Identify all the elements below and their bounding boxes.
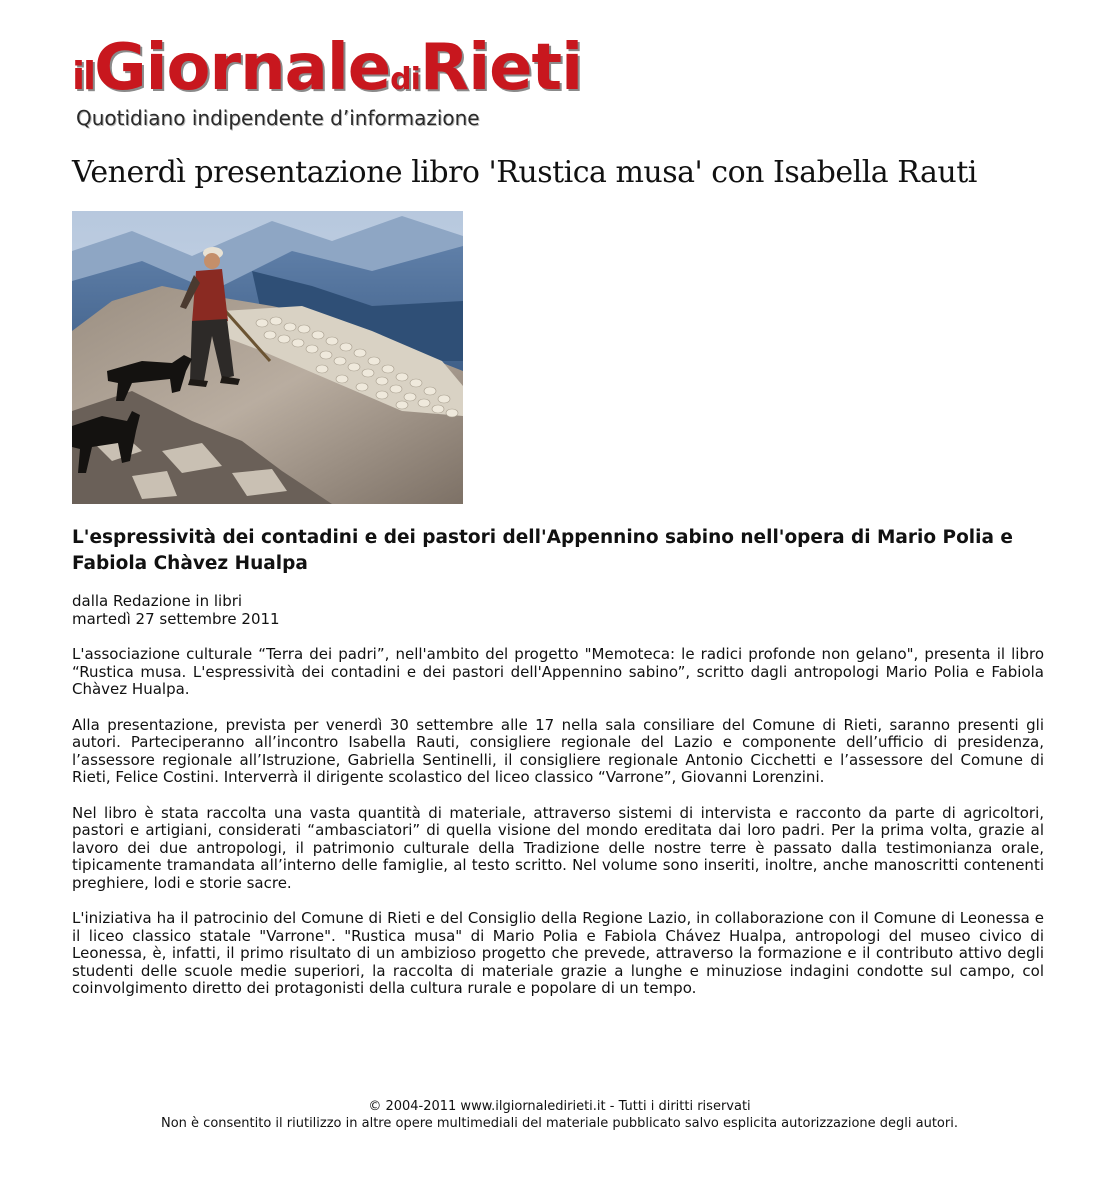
article-byline [72,592,280,628]
article-paragraph: L'associazione culturale “Terra dei padri”, nell'ambito del progetto "Memoteca: le radici profonde non gelano", presenta il libro “Rustica musa. L'espressività dei contadini e dei pastori dell'Appennino sabino”, scritto dagli antropologi Mario Polia e Fabiola Chàvez Hualpa. [72,645,1044,698]
article-headline: Venerdì presentazione libro 'Rustica musa' con Isabella Rauti [72,155,977,190]
logo-wordmark [72,31,583,105]
footer-copyright: © 2004-2011 www.ilgiornaledirieti.it - Tutti i diritti riservati [368,1099,751,1114]
logo-rieti: Rieti [419,31,583,105]
article-body [72,646,1044,1016]
logo-il: il [72,54,95,98]
masthead-logo [72,31,712,136]
article-paragraph: Nel libro è stata raccolta una vasta quantità di materiale, attraverso sistemi di intervista e racconto da parte di agricoltori, pastori e artigiani, considerati “ambasciatori” di quella visione del mondo ereditata dai loro padri. Per la prima volta, grazie al lavoro dei due antropologi, il patrimonio culturale della Tradizione delle nostre terre è passato dalla testimonianza orale, tipicamente tramandata all’interno delle famiglie, al testo scritto. Nel volume sono inseriti, inoltre, anche manoscritti contenenti preghiere, lodi e storie sacre. [72,803,1044,892]
byline-date: martedì 27 settembre 2011 [72,610,280,628]
masthead-tagline: Quotidiano indipendente d’informazione [76,106,480,130]
article-photo [72,211,463,504]
article-paragraph: Alla presentazione, prevista per venerdì 30 settembre alle 17 nella sala consiliare del Comune di Rieti, saranno presenti gli autori. Parteciperanno all’incontro Isabella Rauti, consigliere regionale del Lazio e componente dell’ufficio di presidenza, l’assessore regionale all’Istruzione, Gabriella Sentinelli, il consigliere regionale Antonio Cicchetti e l’assessore del Comune di Rieti, Felice Costini. Interverrà il dirigente scolastico del liceo classico “Varrone”, Giovanni Lorenzini. [72,715,1044,786]
footer-notice: Non è consentito il riutilizzo in altre opere multimediali del materiale pubblicato salvo esplicita autorizzazione degli autori. [161,1116,958,1131]
logo-giornale: Giornale [94,31,391,105]
shepherd-photo-illustration [72,211,463,504]
logo-di: di [390,62,420,97]
article-paragraph: L'iniziativa ha il patrocinio del Comune di Rieti e del Consiglio della Regione Lazio, in collaborazione con il Comune di Leonessa e il liceo classico statale "Varrone". "Rustica musa" di Mario Polia e Fabiola Chávez Hualpa, antropologi del museo civico di Leonessa, è, infatti, il primo risultato di un ambizioso progetto che prevede, attraverso la formazione e il contributo attivo degli studenti delle scuole medie superiori, la raccolta di materiale grazie a lunghe e minuziose indagini condotte sul campo, col coinvolgimento diretto dei protagonisti della cultura rurale e popolare di un tempo. [72,909,1044,997]
byline-source: dalla Redazione in libri [72,592,243,610]
page-footer [0,1098,1119,1132]
article-subtitle: L'espressività dei contadini e dei pastori dell'Appennino sabino nell'opera di Mario Polia e Fabiola Chàvez Hualpa [72,527,1013,574]
